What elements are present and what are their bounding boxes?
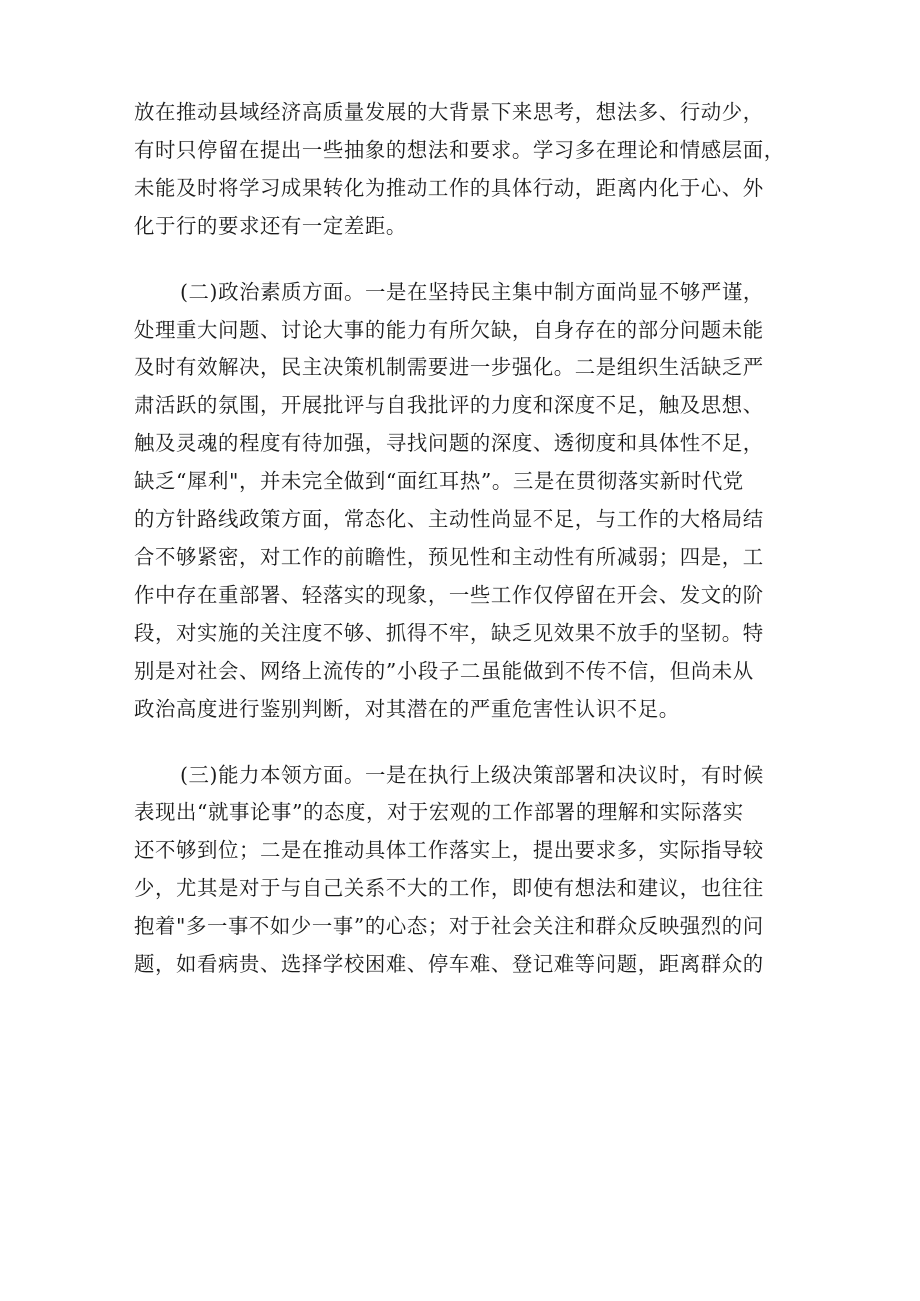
text-line: 抱着"多一事不如少一事”的心态；对于社会关注和群众反映强烈的问 — [134, 914, 764, 939]
paragraph-3-ability — [134, 757, 806, 984]
paragraph-2-political-quality — [134, 274, 806, 729]
text-line: 肃活跃的氛围，开展批评与自我批评的力度和深度不足，触及思想、 — [134, 393, 764, 418]
text-line: 处理重大问题、讨论大事的能力有所欠缺，自身存在的部分问题未能 — [134, 317, 764, 342]
paragraph-gap — [134, 729, 806, 757]
text-line: 合不够紧密，对工作的前瞻性，预见性和主动性有所减弱；四是，工 — [134, 544, 764, 569]
text-line: 题，如看病贵、选择学校困难、停车难、登记难等问题，距离群众的 — [134, 952, 764, 977]
text-line: 化于行的要求还有一定差距。 — [134, 213, 407, 238]
text-line: 未能及时将学习成果转化为推动工作的具体行动，距离内化于心、外 — [134, 175, 764, 200]
text-line: 段，对实施的关注度不够、抓得不牢，缺乏见效果不放手的坚韧。特 — [134, 620, 764, 645]
text-line: 别是对社会、网络上流传的”小段子二虽能做到不传不信，但尚未从 — [134, 658, 754, 683]
text-line: 有时只停留在提出一些抽象的想法和要求。学习多在理论和情感层面， — [134, 137, 785, 162]
text-line: (三)能力本领方面。一是在执行上级决策部署和决议时，有时候 — [180, 762, 764, 787]
text-line: 及时有效解决，民主决策机制需要进一步强化。二是组织生活缺乏严 — [134, 355, 764, 380]
text-line: 缺乏“犀利"，并未完全做到“面红耳热”。三是在贯彻落实新时代党 — [134, 469, 744, 494]
paragraph-1 — [134, 94, 806, 246]
text-line: 少，尤其是对于与自己关系不大的工作，即使有想法和建议，也往往 — [134, 876, 764, 901]
text-line: (二)政治素质方面。一是在坚持民主集中制方面尚显不够严谨， — [180, 279, 764, 304]
text-line: 作中存在重部署、轻落实的现象，一些工作仅停留在开会、发文的阶 — [134, 582, 764, 607]
text-line: 的方针路线政策方面，常态化、主动性尚显不足，与工作的大格局结 — [134, 507, 764, 532]
text-line: 表现出“就事论事”的态度，对于宏观的工作部署的理解和实际落实 — [134, 800, 744, 825]
text-line: 触及灵魂的程度有待加强，寻找问题的深度、透彻度和具体性不足， — [134, 431, 764, 456]
text-line: 放在推动县域经济高质量发展的大背景下来思考，想法多、行动少， — [134, 100, 764, 124]
document-body — [134, 94, 806, 984]
paragraph-gap — [134, 246, 806, 274]
text-line: 还不够到位；二是在推动具体工作落实上，提出要求多，实际指导较 — [134, 838, 764, 863]
text-line: 政治高度进行鉴别判断，对其潜在的严重危害性认识不足。 — [134, 696, 680, 721]
